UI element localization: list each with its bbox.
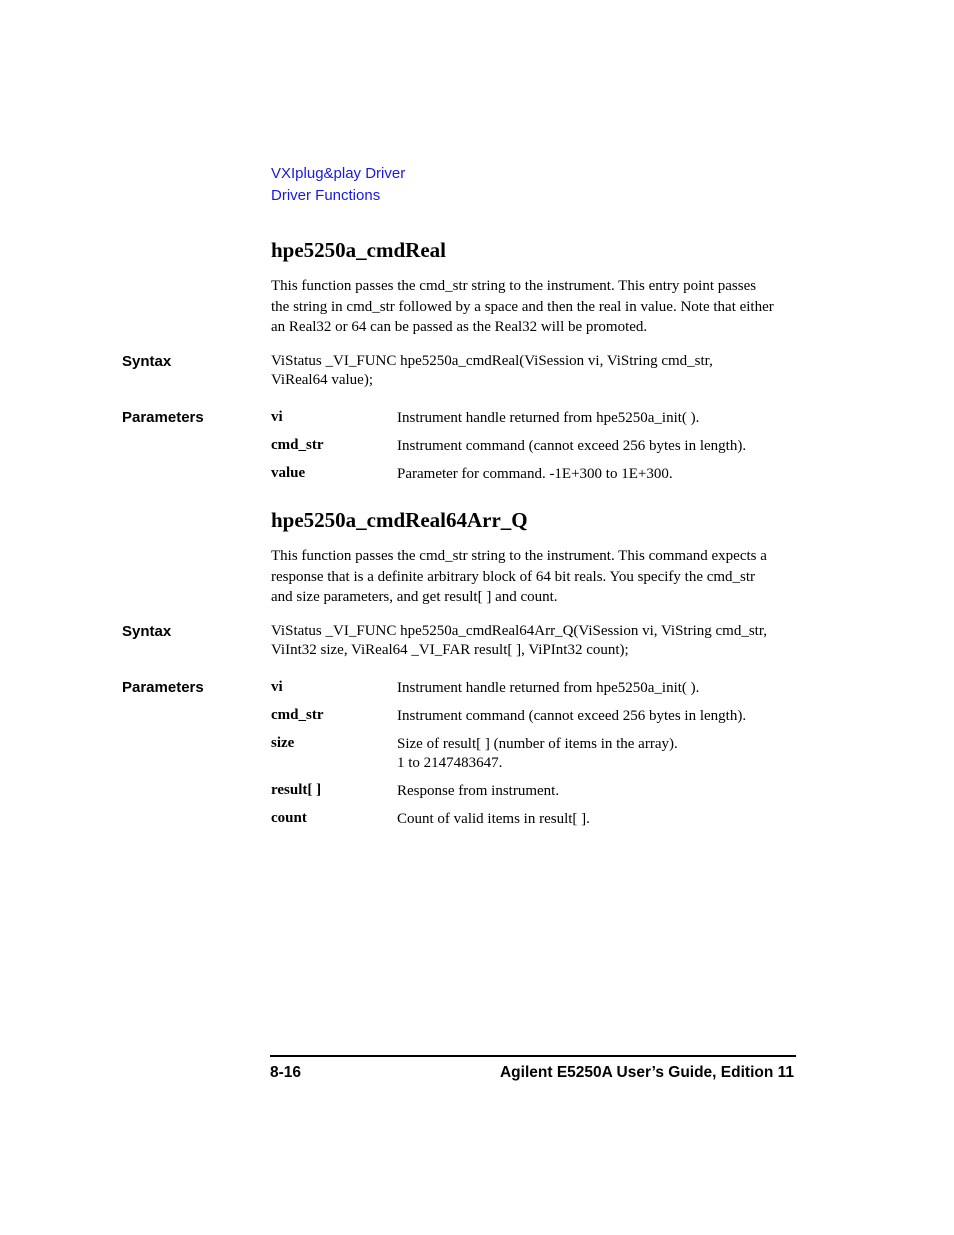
syntax-line: ViStatus _VI_FUNC hpe5250a_cmdReal(ViSession vi, ViString cmd_str, — [271, 353, 713, 369]
param-name: value — [271, 465, 306, 481]
param-name: cmd_str — [271, 437, 324, 453]
syntax-label: Syntax — [122, 353, 172, 370]
section-description — [271, 546, 811, 608]
syntax-line: ViStatus _VI_FUNC hpe5250a_cmdReal64Arr_Q(ViSession vi, ViString cmd_str, — [271, 623, 767, 639]
syntax-line: ViInt32 size, ViReal64 _VI_FAR result[ ], ViPInt32 count); — [271, 642, 629, 658]
param-name: result[ ] — [271, 782, 322, 798]
section-title: hpe5250a_cmdReal64Arr_Q — [271, 508, 528, 532]
param-desc: Count of valid items in result[ ]. — [397, 811, 590, 827]
param-name: vi — [271, 409, 283, 425]
parameters-label: Parameters — [122, 409, 204, 426]
syntax-text — [271, 352, 713, 390]
syntax-text — [271, 622, 767, 660]
description-line: This function passes the cmd_str string to the instrument. This command expects a — [271, 548, 767, 564]
param-desc-line: 1 to 2147483647. — [397, 755, 503, 771]
param-desc: Instrument command (cannot exceed 256 bytes in length). — [397, 708, 747, 724]
syntax-label: Syntax — [122, 623, 172, 640]
guide-title: Agilent E5250A User’s Guide, Edition 11 — [499, 1064, 794, 1081]
param-desc: Instrument command (cannot exceed 256 bytes in length). — [397, 438, 747, 454]
param-name: size — [271, 735, 295, 751]
description-line: and size parameters, and get result[ ] and count. — [271, 589, 558, 605]
breadcrumb-link-functions[interactable]: Driver Functions — [271, 187, 381, 204]
parameters-label: Parameters — [122, 679, 204, 696]
param-name: count — [271, 810, 307, 826]
section-title: hpe5250a_cmdReal — [271, 238, 446, 262]
description-line: This function passes the cmd_str string to the instrument. This entry point passes — [271, 278, 757, 294]
page-number: 8-16 — [270, 1064, 302, 1081]
description-line: the string in cmd_str followed by a space and then the real in value. Note that either — [271, 298, 774, 315]
footer-rule — [270, 1055, 796, 1057]
section-description — [271, 276, 811, 338]
param-name: vi — [271, 679, 283, 695]
param-desc: Response from instrument. — [397, 783, 560, 799]
param-desc-line: Size of result[ ] (number of items in the array). — [397, 736, 678, 752]
syntax-line: ViReal64 value); — [271, 372, 373, 388]
breadcrumb-link-driver[interactable]: VXIplug&play Driver — [271, 165, 406, 182]
description-line: an Real32 or 64 can be passed as the Real32 will be promoted. — [271, 319, 648, 335]
param-desc: Instrument handle returned from hpe5250a_init( ). — [397, 410, 700, 426]
description-line: response that is a definite arbitrary block of 64 bit reals. You specify the cmd_str — [271, 568, 756, 585]
param-name: cmd_str — [271, 707, 324, 723]
param-desc — [397, 735, 678, 773]
param-desc: Instrument handle returned from hpe5250a_init( ). — [397, 680, 700, 696]
param-desc: Parameter for command. -1E+300 to 1E+300. — [397, 466, 673, 482]
